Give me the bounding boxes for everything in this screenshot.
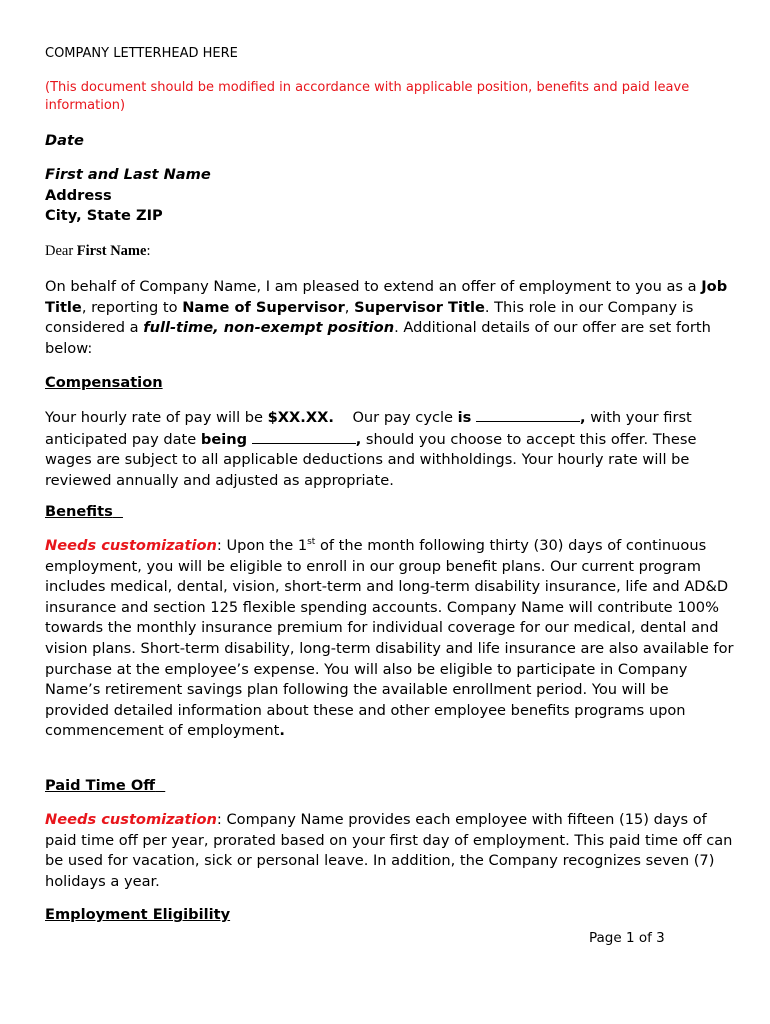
is-word: is bbox=[457, 409, 472, 426]
job-title: Job Title bbox=[45, 278, 728, 316]
benefits-text-2: of the month following thirty (30) days of continuous employment, you will be eligible to enroll in our group benefit plans. Our current program includes medical, dental, vision, short-term and long-term disability insurance, life and AD&D insurance and section 125 flexible spending accounts. Company Name will contribute 100% towards the monthly insurance premium for individual coverage for our medical, dental and vision plans. Short-term disability, long-term disability and life insurance are also available for purchase at the employee’s expense. You will also be eligible to participate in Company Name’s retirement savings plan following the available enrollment period. You will be provided detailed information about these and other employee benefits programs upon commencement of employment bbox=[45, 537, 734, 740]
pay-cycle-blank[interactable] bbox=[476, 407, 580, 422]
salutation-prefix: Dear bbox=[45, 243, 77, 259]
page-number: Page 1 of 3 bbox=[589, 930, 665, 946]
position-type: full-time, non-exempt position bbox=[143, 319, 395, 337]
benefits-heading-text: Benefits bbox=[45, 503, 113, 520]
instruction-note: (This document should be modified in accordance with applicable position, benefits and paid leave information) bbox=[45, 80, 690, 113]
supervisor-title: Supervisor Title bbox=[354, 298, 485, 316]
recipient-address: Address bbox=[45, 186, 112, 204]
compensation-text-4: should you choose to accept this offer. These wages are subject to all applicable deductions and withholdings. Your hourly rate will be reviewed annually and adjusted as appropriate. bbox=[45, 430, 697, 489]
recipient-name: First and Last Name bbox=[45, 166, 211, 183]
compensation-text-2: Our pay cycle bbox=[333, 409, 458, 426]
pto-heading bbox=[45, 776, 735, 796]
recipient-block bbox=[45, 165, 735, 227]
pto-heading-text: Paid Time Off bbox=[45, 777, 156, 794]
pay-date-blank[interactable] bbox=[252, 429, 356, 444]
salutation-suffix: : bbox=[146, 243, 151, 259]
date-line: Date bbox=[45, 132, 84, 149]
compensation-text-1: Your hourly rate of pay will be bbox=[45, 409, 268, 426]
intro-text-5: . Additional details of our offer are set forth below: bbox=[45, 319, 711, 357]
benefits-text-1: : Upon the 1 bbox=[216, 537, 308, 554]
benefits-customization-flag: Needs customization bbox=[45, 537, 217, 554]
intro-paragraph bbox=[45, 277, 735, 359]
intro-text-3: , bbox=[344, 298, 355, 316]
benefits-heading bbox=[45, 502, 735, 522]
pto-customization-flag: Needs customization bbox=[45, 811, 217, 828]
salutation bbox=[45, 242, 735, 260]
hourly-rate: $XX.XX. bbox=[267, 409, 334, 426]
recipient-city-state-zip: City, State ZIP bbox=[45, 207, 163, 224]
employment-eligibility-heading: Employment Eligibility bbox=[45, 906, 231, 923]
being-word: being bbox=[200, 430, 248, 448]
benefits-superscript: st bbox=[307, 537, 316, 548]
intro-text-2: , reporting to bbox=[81, 298, 183, 316]
letterhead: COMPANY LETTERHEAD HERE bbox=[45, 46, 238, 61]
supervisor-name: Name of Supervisor bbox=[182, 298, 345, 316]
compensation-heading: Compensation bbox=[45, 374, 163, 391]
intro-text-4: . This role in our Company is considered a bbox=[45, 298, 694, 337]
compensation-paragraph bbox=[45, 407, 735, 491]
comma-2: , bbox=[355, 430, 362, 448]
pto-text-1: : Company Name provides each employee with fifteen (15) days of paid time off per year, prorated based on your first day of employment. This paid time off can be used for vacation, sick or personal leave. In addition, the Company recognizes seven (7) holidays a year. bbox=[45, 811, 733, 890]
benefits-paragraph bbox=[45, 536, 735, 742]
salutation-name: First Name bbox=[76, 243, 147, 259]
compensation-text-3: with your first anticipated pay date bbox=[45, 409, 692, 448]
pto-paragraph bbox=[45, 810, 735, 892]
intro-text-1: On behalf of Company Name, I am pleased to extend an offer of employment to you as a bbox=[45, 278, 702, 295]
comma-1: , bbox=[580, 409, 586, 426]
benefits-end-period: . bbox=[279, 722, 285, 740]
